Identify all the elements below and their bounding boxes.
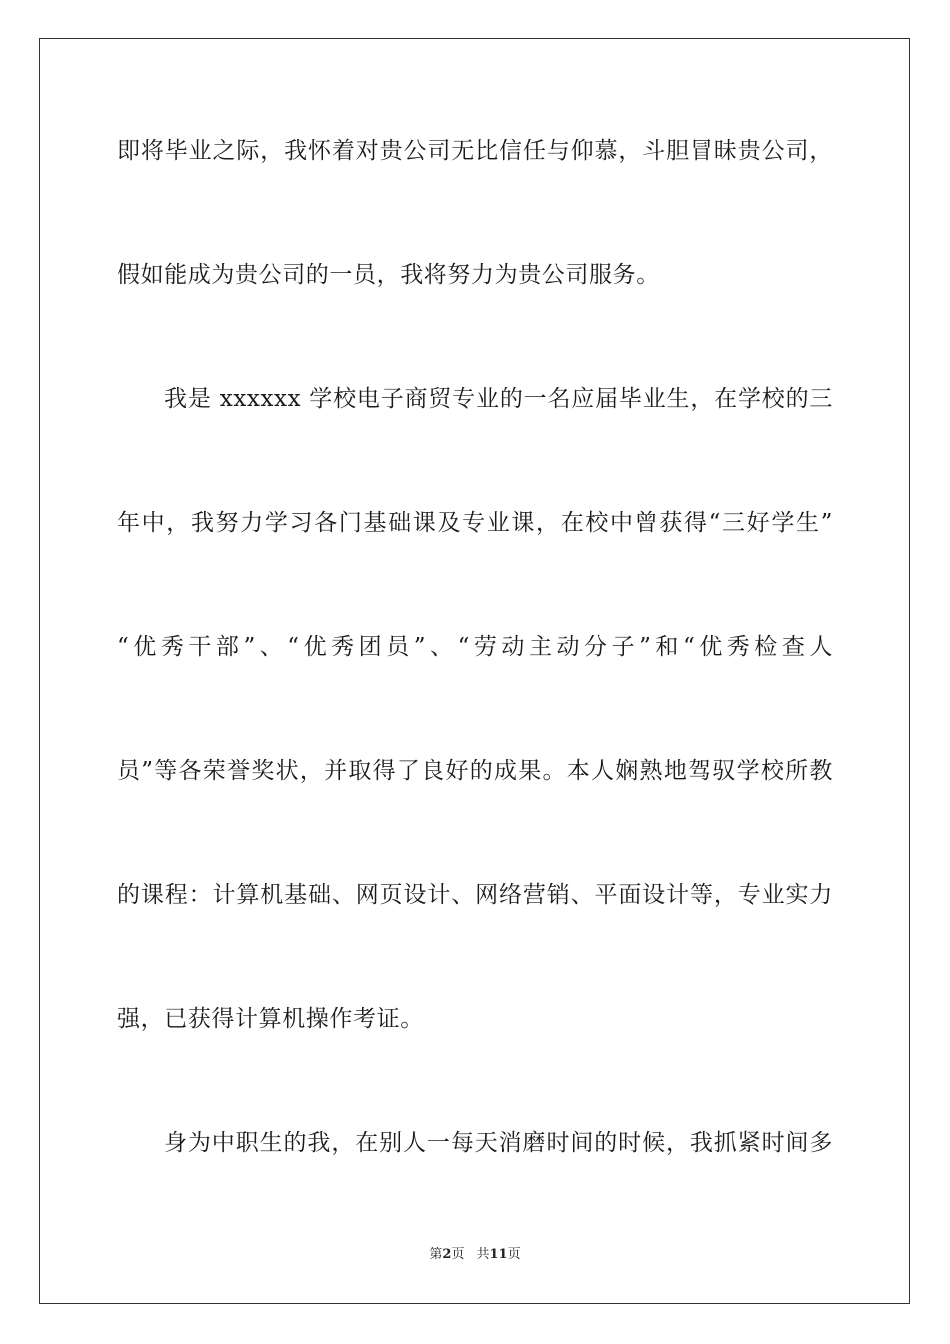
page-suffix: 页 xyxy=(451,1247,465,1262)
body-line-3: 我是 xxxxxx 学校电子商贸专业的一名应届毕业生，在学校的三 xyxy=(164,386,833,412)
total-suffix: 页 xyxy=(507,1247,521,1262)
body-line-2: 假如能成为贵公司的一员，我将努力为贵公司服务。 xyxy=(117,262,660,288)
body-line-8: 强，已获得计算机操作考证。 xyxy=(117,1006,424,1032)
total-pages: 11 xyxy=(489,1247,508,1262)
page-footer xyxy=(0,1246,950,1264)
page-number: 2 xyxy=(442,1247,452,1262)
body-line-9: 身为中职生的我，在别人一每天消磨时间的时候，我抓紧时间多 xyxy=(164,1130,833,1156)
body-line-5: “优秀干部”、“优秀团员”、“劳动主动分子”和“优秀检查人 xyxy=(117,634,833,660)
body-line-4: 年中，我努力学习各门基础课及专业课，在校中曾获得“三好学生” xyxy=(117,510,833,536)
body-line-1: 即将毕业之际，我怀着对贵公司无比信任与仰慕，斗胆冒昧贵公司， xyxy=(117,138,833,164)
body-line-7: 的课程：计算机基础、网页设计、网络营销、平面设计等，专业实力 xyxy=(117,882,833,908)
total-prefix: 共 xyxy=(476,1247,490,1262)
page-prefix: 第 xyxy=(429,1247,443,1262)
body-line-6: 员”等各荣誉奖状，并取得了良好的成果。本人娴熟地驾驭学校所教 xyxy=(117,758,833,784)
page-border xyxy=(39,38,910,1304)
